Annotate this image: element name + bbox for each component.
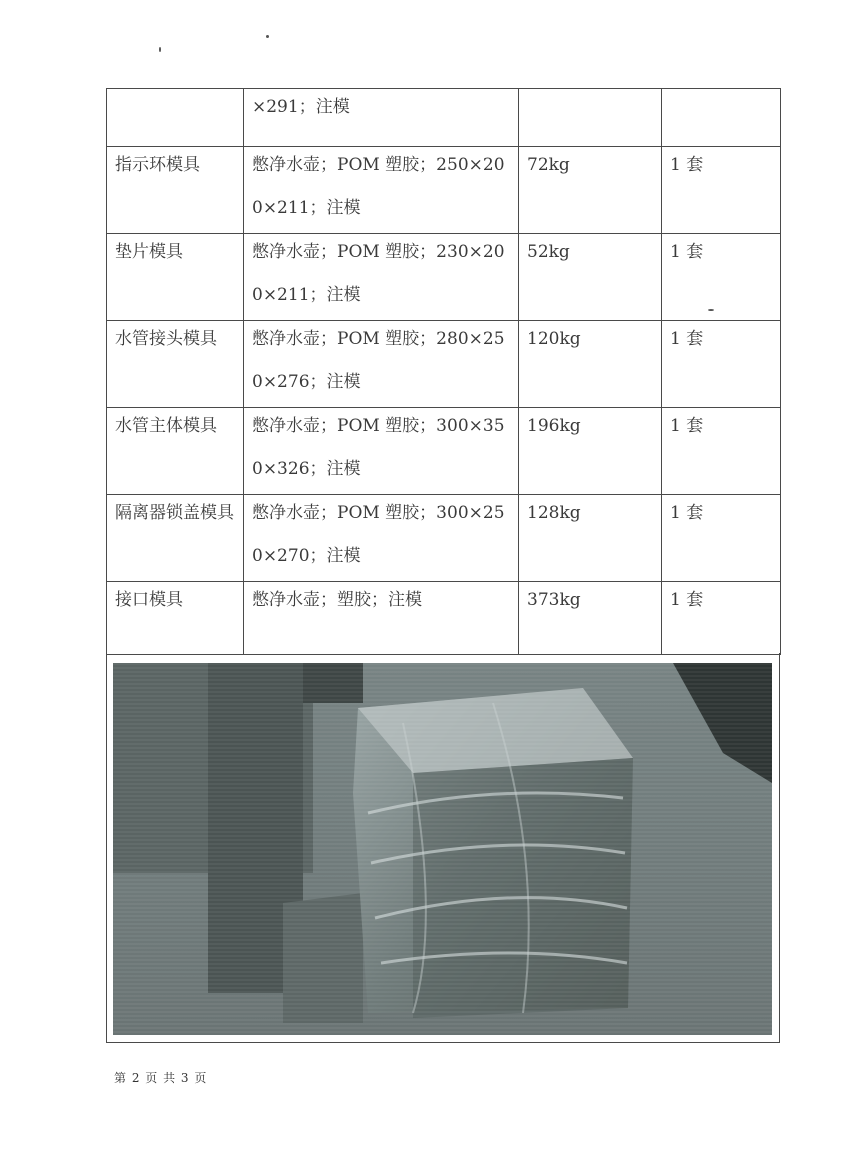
spec-text: 憋净水壶；POM 塑胶；280×250×276；注模 xyxy=(252,329,505,392)
table-row xyxy=(107,408,781,495)
cell-weight xyxy=(519,582,662,655)
table-row xyxy=(107,582,781,655)
cell-spec xyxy=(244,582,519,655)
cell-spec xyxy=(244,234,519,321)
wrapped-mold-photo xyxy=(113,663,772,1035)
name-text: 接口模具 xyxy=(115,590,183,610)
scan-dot xyxy=(159,47,161,52)
cell-weight xyxy=(519,234,662,321)
cell-weight xyxy=(519,147,662,234)
qty-text: 1 套 xyxy=(670,242,704,262)
weight-text: 52kg xyxy=(527,242,570,262)
scan-dot xyxy=(266,35,269,38)
name-text: 隔离器锁盖模具 xyxy=(115,503,234,523)
page-number: 第 2 页 共 3 页 xyxy=(114,1071,208,1085)
weight-text: 128kg xyxy=(527,503,581,523)
cell-qty xyxy=(662,495,781,582)
cell-qty xyxy=(662,582,781,655)
spec-text: 憋净水壶；塑胶；注模 xyxy=(252,590,422,610)
table-body xyxy=(107,89,781,655)
qty-text: 1 套 xyxy=(670,590,704,610)
cell-qty xyxy=(662,408,781,495)
name-text: 水管接头模具 xyxy=(115,329,217,349)
cell-weight xyxy=(519,408,662,495)
weight-text: 120kg xyxy=(527,329,581,349)
name-text: 垫片模具 xyxy=(115,242,183,262)
weight-text: 72kg xyxy=(527,155,570,175)
spec-text: 憋净水壶；POM 塑胶；300×350×326；注模 xyxy=(252,416,505,479)
table-row xyxy=(107,89,781,147)
cell-name xyxy=(107,408,244,495)
cell-name xyxy=(107,582,244,655)
cell-name xyxy=(107,495,244,582)
cell-weight xyxy=(519,321,662,408)
mold-inventory-table xyxy=(106,88,781,655)
cell-name xyxy=(107,234,244,321)
name-text: 水管主体模具 xyxy=(115,416,217,436)
cell-qty xyxy=(662,321,781,408)
cell-spec xyxy=(244,89,519,147)
cell-spec xyxy=(244,408,519,495)
cell-spec xyxy=(244,147,519,234)
spec-text: 憋净水壶；POM 塑胶；230×200×211；注模 xyxy=(252,242,505,305)
cell-weight xyxy=(519,89,662,147)
spec-text: 憋净水壶；POM 塑胶；300×250×270；注模 xyxy=(252,503,505,566)
cell-qty xyxy=(662,147,781,234)
cell-spec xyxy=(244,321,519,408)
photo-cell xyxy=(106,653,780,1043)
qty-text: 1 套 xyxy=(670,503,704,523)
qty-text: 1 套 xyxy=(670,416,704,436)
cell-qty xyxy=(662,89,781,147)
table-row xyxy=(107,321,781,408)
cell-qty xyxy=(662,234,781,321)
cell-weight xyxy=(519,495,662,582)
table-row xyxy=(107,495,781,582)
qty-text: 1 套 xyxy=(670,329,704,349)
cell-name xyxy=(107,89,244,147)
table-row xyxy=(107,147,781,234)
weight-text: 373kg xyxy=(527,590,581,610)
qty-text: 1 套 xyxy=(670,155,704,175)
spec-text: ×291；注模 xyxy=(252,97,350,117)
table-row xyxy=(107,234,781,321)
cell-name xyxy=(107,147,244,234)
weight-text: 196kg xyxy=(527,416,581,436)
cell-name xyxy=(107,321,244,408)
name-text: 指示环模具 xyxy=(115,155,200,175)
spec-text: 憋净水壶；POM 塑胶；250×200×211；注模 xyxy=(252,155,505,218)
cell-spec xyxy=(244,495,519,582)
